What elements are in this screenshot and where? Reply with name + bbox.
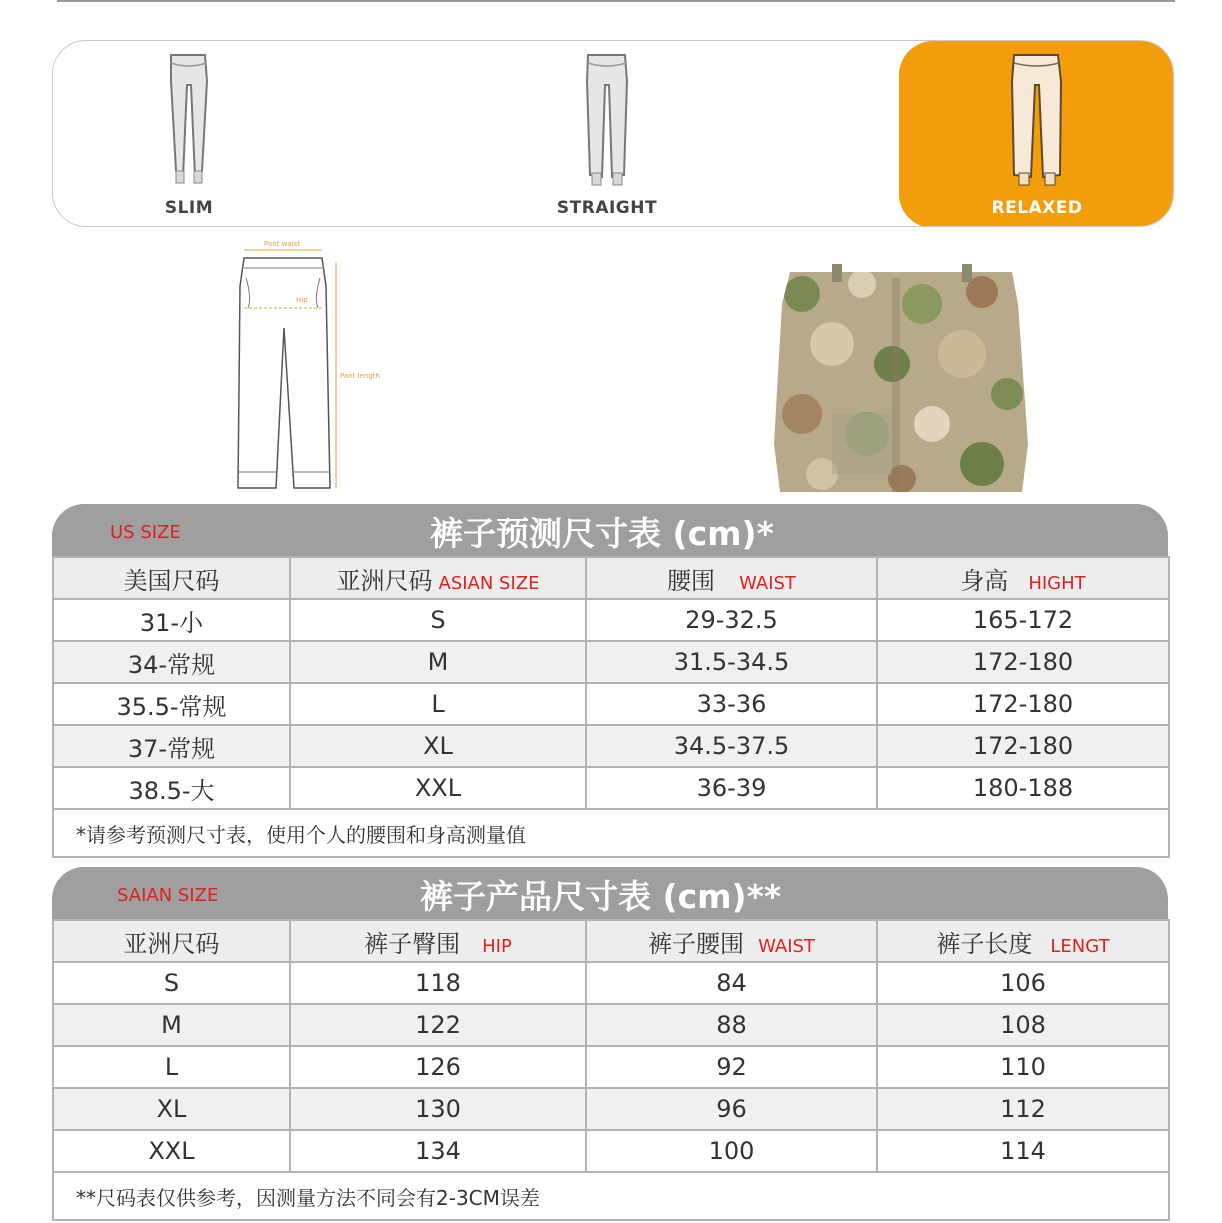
table-row: [53, 683, 1169, 725]
table-cell: 112: [877, 1088, 1169, 1130]
table-cell: 36-39: [586, 767, 877, 809]
camo-pants-image: [772, 264, 1030, 492]
table-cell: M: [53, 1004, 290, 1046]
table-cell: 172-180: [877, 725, 1169, 767]
table2-tag: SAIAN SIZE: [117, 885, 219, 906]
table-cell: 108: [877, 1004, 1169, 1046]
table1-column-headers: [53, 557, 1169, 599]
table2-grid: [52, 919, 1170, 1221]
table1-header-bar: [52, 504, 1168, 556]
table-cell: 100: [586, 1130, 877, 1172]
table1-col-us-size: 美国尺码: [53, 557, 290, 599]
table2-title: 裤子产品尺寸表 (cm)**: [420, 877, 782, 916]
table-cell: 110: [877, 1046, 1169, 1088]
table-cell: 96: [586, 1088, 877, 1130]
table2-column-headers: [53, 920, 1169, 962]
table-cell: 37-常规: [53, 725, 290, 767]
fit-selector: [52, 40, 1174, 227]
table1-tag: US SIZE: [110, 522, 181, 543]
straight-pants-icon: [572, 51, 642, 191]
table-row: [53, 1004, 1169, 1046]
table2-col-waist: 裤子腰围 WAIST: [586, 920, 877, 962]
table-cell: L: [53, 1046, 290, 1088]
fit-option-relaxed[interactable]: [899, 41, 1174, 227]
product-size-table: [52, 867, 1168, 1221]
table2-col-hip: 裤子臀围 HIP: [290, 920, 586, 962]
table2-col-length: 裤子长度 LENGT: [877, 920, 1169, 962]
pant-length-label: Pant length: [340, 372, 380, 380]
top-divider: [57, 0, 1175, 2]
pant-waist-label: Pant waist: [264, 240, 300, 248]
table-cell: 31.5-34.5: [586, 641, 877, 683]
table-row: [53, 599, 1169, 641]
table-cell: 88: [586, 1004, 877, 1046]
table-cell: 118: [290, 962, 586, 1004]
table-cell: 134: [290, 1130, 586, 1172]
table-cell: 172-180: [877, 641, 1169, 683]
table-cell: 38.5-大: [53, 767, 290, 809]
table2-note: **尺码表仅供参考，因测量方法不同会有2-3CM误差: [53, 1172, 1169, 1220]
product-photo: [772, 264, 1030, 492]
table-cell: 180-188: [877, 767, 1169, 809]
size-prediction-table: [52, 504, 1168, 858]
table-row: [53, 767, 1169, 809]
table2-header-bar: [52, 867, 1168, 919]
table1-grid: [52, 556, 1170, 858]
table-row: [53, 1130, 1169, 1172]
table1-note: *请参考预测尺寸表，使用个人的腰围和身高测量值: [53, 809, 1169, 857]
table-cell: S: [290, 599, 586, 641]
hip-label: Hip: [296, 296, 308, 304]
relaxed-pants-icon: [999, 51, 1075, 191]
table-cell: 33-36: [586, 683, 877, 725]
table-cell: XL: [290, 725, 586, 767]
table2-col-asian-size: 亚洲尺码: [53, 920, 290, 962]
table-cell: 165-172: [877, 599, 1169, 641]
table-cell: 92: [586, 1046, 877, 1088]
table-cell: 29-32.5: [586, 599, 877, 641]
table-cell: 34.5-37.5: [586, 725, 877, 767]
table-cell: XL: [53, 1088, 290, 1130]
table-cell: M: [290, 641, 586, 683]
table1-col-waist: 腰围 WAIST: [586, 557, 877, 599]
table-cell: 31-小: [53, 599, 290, 641]
table-cell: 84: [586, 962, 877, 1004]
table-row: [53, 962, 1169, 1004]
table-cell: 114: [877, 1130, 1169, 1172]
table-cell: 122: [290, 1004, 586, 1046]
table-row: [53, 641, 1169, 683]
table-cell: XXL: [290, 767, 586, 809]
table-cell: 34-常规: [53, 641, 290, 683]
table1-col-height: 身高 HIGHT: [877, 557, 1169, 599]
table-row: [53, 725, 1169, 767]
slim-pants-icon: [154, 51, 224, 191]
fit-option-straight[interactable]: [507, 41, 707, 227]
table-cell: 106: [877, 962, 1169, 1004]
table-cell: 172-180: [877, 683, 1169, 725]
table-cell: XXL: [53, 1130, 290, 1172]
table-cell: 130: [290, 1088, 586, 1130]
table-row: [53, 1046, 1169, 1088]
table1-note-row: [53, 809, 1169, 857]
fit-label-relaxed: RELAXED: [991, 198, 1083, 218]
table-cell: 126: [290, 1046, 586, 1088]
table-cell: 35.5-常规: [53, 683, 290, 725]
table-row: [53, 1088, 1169, 1130]
table1-col-asian-size: 亚洲尺码 ASIAN SIZE: [290, 557, 586, 599]
fit-option-slim[interactable]: [89, 41, 289, 227]
fit-label-straight: STRAIGHT: [556, 198, 658, 218]
table-cell: S: [53, 962, 290, 1004]
pant-measurement-diagram: [226, 238, 396, 494]
fit-label-slim: SLIM: [164, 198, 214, 218]
table-cell: L: [290, 683, 586, 725]
pant-outline-drawing: [226, 238, 396, 494]
table1-title: 裤子预测尺寸表 (cm)*: [430, 514, 774, 553]
table2-note-row: [53, 1172, 1169, 1220]
